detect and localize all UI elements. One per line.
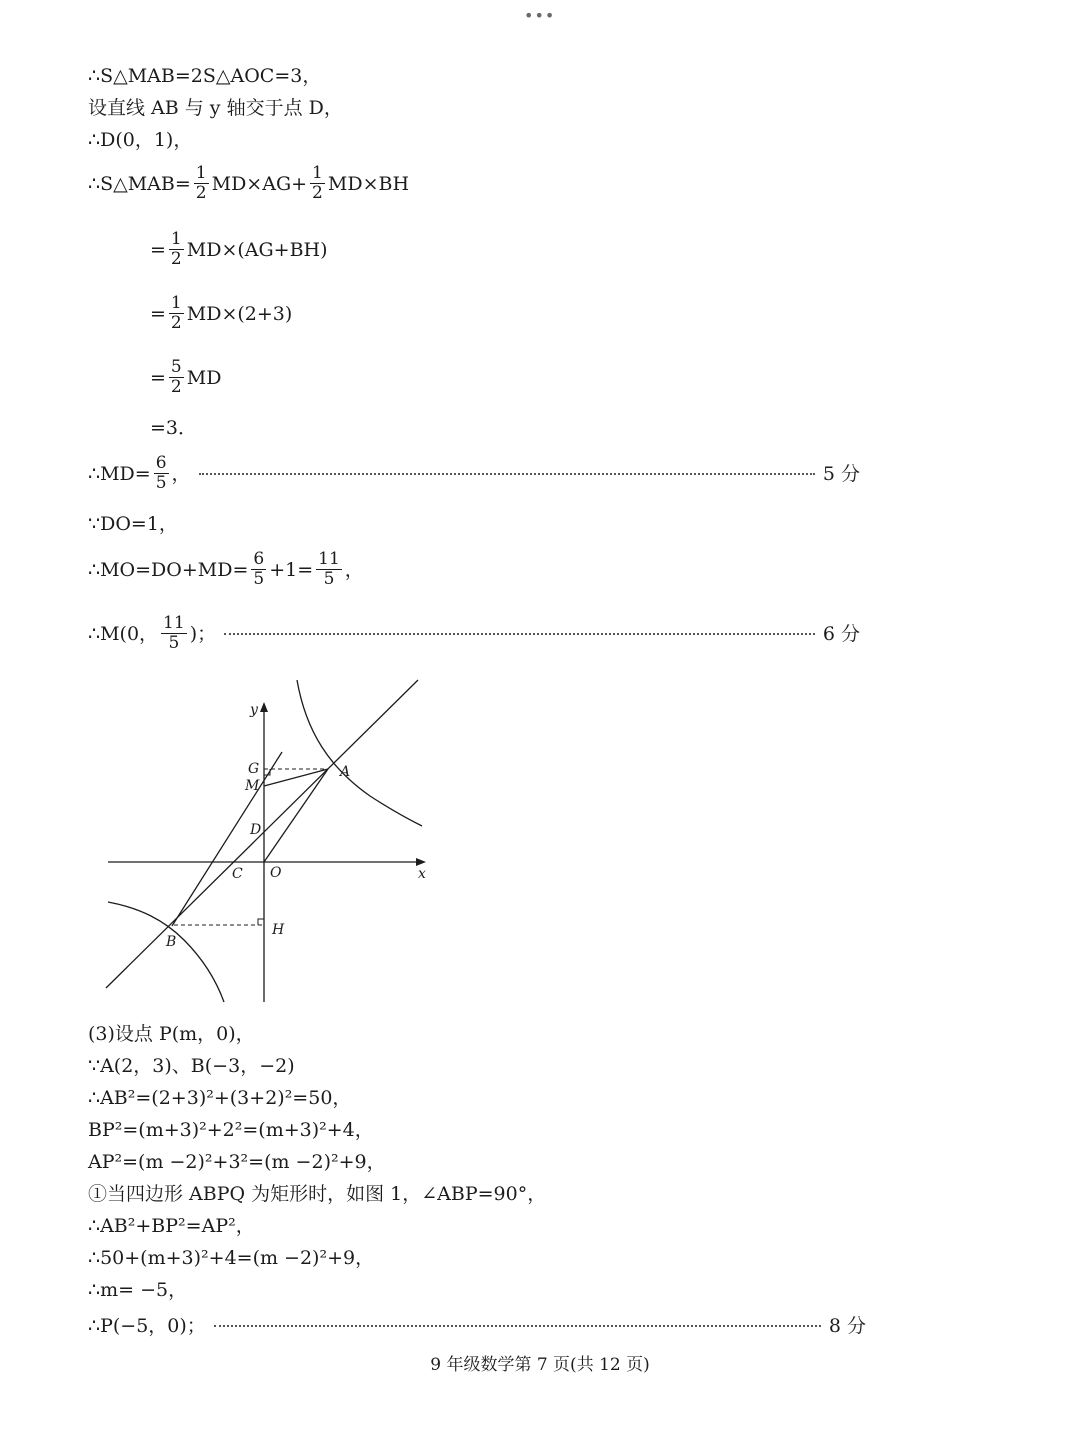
score-label: 8 分 — [828, 1315, 866, 1337]
label-m: M — [245, 778, 260, 794]
equation-line: =3． — [150, 417, 198, 439]
hyperbola-branch-lower — [108, 902, 224, 1002]
fraction-denominator: 5 — [323, 569, 335, 589]
label-x: x — [418, 866, 426, 882]
step-line: ①当四边形 ABPQ 为矩形时，如图 1，∠ABP=90°， — [88, 1183, 547, 1205]
fraction — [161, 614, 187, 653]
formula-text: ， — [171, 462, 191, 485]
coordinate-figure — [100, 672, 440, 1012]
fraction-denominator: 2 — [195, 183, 207, 203]
fraction-numerator: 6 — [253, 549, 265, 569]
equation-line — [150, 230, 328, 269]
step-line: BP²=(m+3)²+2²=(m+3)²+4， — [88, 1119, 374, 1141]
step-line: 设直线 AB 与 y 轴交于点 D， — [88, 97, 343, 119]
fraction — [310, 164, 325, 203]
formula-text: ， — [344, 558, 364, 581]
fraction-numerator: 11 — [163, 613, 185, 633]
step-line: (3)设点 P(m，0)， — [88, 1023, 255, 1045]
equation-line — [88, 550, 364, 589]
x-axis-arrow — [416, 858, 426, 866]
fraction-denominator: 2 — [312, 183, 323, 203]
label-h: H — [272, 922, 285, 938]
score-label: 5 分 — [822, 462, 860, 485]
line-mc — [172, 752, 282, 926]
step-line: ∵DO=1， — [88, 513, 178, 535]
formula-text: MD — [186, 366, 222, 389]
score-label: 6 分 — [822, 622, 860, 645]
step-line: ∴AB²=(2+3)²+(3+2)²=50， — [88, 1087, 352, 1109]
label-y: y — [250, 702, 258, 718]
fraction-denominator: 2 — [170, 377, 182, 397]
formula-text: ∴M(0， — [88, 622, 159, 645]
formula-text: = — [150, 238, 166, 261]
scored-line — [88, 1314, 866, 1338]
formula-text: MD×(2+3) — [186, 302, 293, 325]
formula-text: = — [150, 302, 166, 325]
y-axis-arrow — [260, 702, 268, 712]
formula-text: ∴MD= — [88, 462, 151, 485]
equation-line — [150, 294, 292, 333]
step-line: ∴AB²+BP²=AP²， — [88, 1215, 255, 1237]
label-c: C — [232, 866, 243, 882]
fraction — [316, 550, 342, 589]
line-ab — [106, 680, 418, 988]
formula-text: MD×BH — [327, 172, 410, 195]
fraction-denominator: 5 — [168, 633, 180, 653]
fraction-numerator: 5 — [170, 357, 182, 377]
more-menu-icon[interactable]: ••• — [524, 6, 556, 25]
scored-line — [88, 614, 860, 653]
fraction-denominator: 2 — [170, 313, 182, 333]
dot-leader — [199, 473, 815, 475]
step-line: ∴m= −5， — [88, 1279, 188, 1301]
dot-leader — [224, 633, 815, 635]
formula-text: MD×(AG+BH) — [186, 238, 328, 261]
formula-text: ∴S△MAB= — [88, 172, 191, 195]
area-formula-line — [88, 164, 409, 203]
fraction — [194, 164, 209, 203]
page-footer: 9 年级数学第 7 页(共 12 页) — [430, 1355, 650, 1375]
fraction-numerator: 1 — [170, 293, 182, 313]
fraction-denominator: 5 — [155, 473, 167, 493]
label-b: B — [166, 934, 177, 950]
right-angle-h — [258, 919, 264, 925]
formula-text: = — [150, 366, 166, 389]
fraction-numerator: 6 — [155, 453, 167, 473]
label-g: G — [248, 761, 260, 777]
formula-text: +1= — [269, 558, 314, 581]
fraction-numerator: 1 — [195, 163, 207, 183]
formula-text: ∴MO=DO+MD= — [88, 558, 249, 581]
hyperbola-branch-upper — [297, 680, 422, 826]
scored-line — [88, 454, 860, 493]
formula-text: ∴P(−5，0)； — [88, 1315, 206, 1337]
fraction — [169, 358, 184, 397]
step-line: ∴50+(m+3)²+4=(m −2)²+9， — [88, 1247, 375, 1269]
formula-text: MD×AG+ — [211, 172, 308, 195]
label-o: O — [270, 865, 282, 881]
equation-line — [150, 358, 221, 397]
fraction-numerator: 1 — [312, 163, 323, 183]
step-line: AP²=(m −2)²+3²=(m −2)²+9， — [88, 1151, 386, 1173]
step-line: ∵A(2，3)、B(−3，−2) — [88, 1055, 295, 1077]
fraction-numerator: 1 — [170, 229, 182, 249]
dot-leader — [214, 1325, 821, 1327]
fraction-denominator: 5 — [253, 569, 265, 589]
step-line: ∴S△MAB=2S△AOC=3， — [88, 65, 322, 87]
fraction — [169, 230, 184, 269]
label-a: A — [340, 764, 351, 780]
step-line: ∴D(0，1)， — [88, 129, 193, 151]
formula-text: )； — [189, 622, 217, 645]
fraction-numerator: 11 — [318, 549, 340, 569]
fraction — [251, 550, 266, 589]
fraction-denominator: 2 — [170, 249, 182, 269]
fraction — [154, 454, 169, 493]
fraction — [169, 294, 184, 333]
label-d: D — [250, 822, 262, 838]
